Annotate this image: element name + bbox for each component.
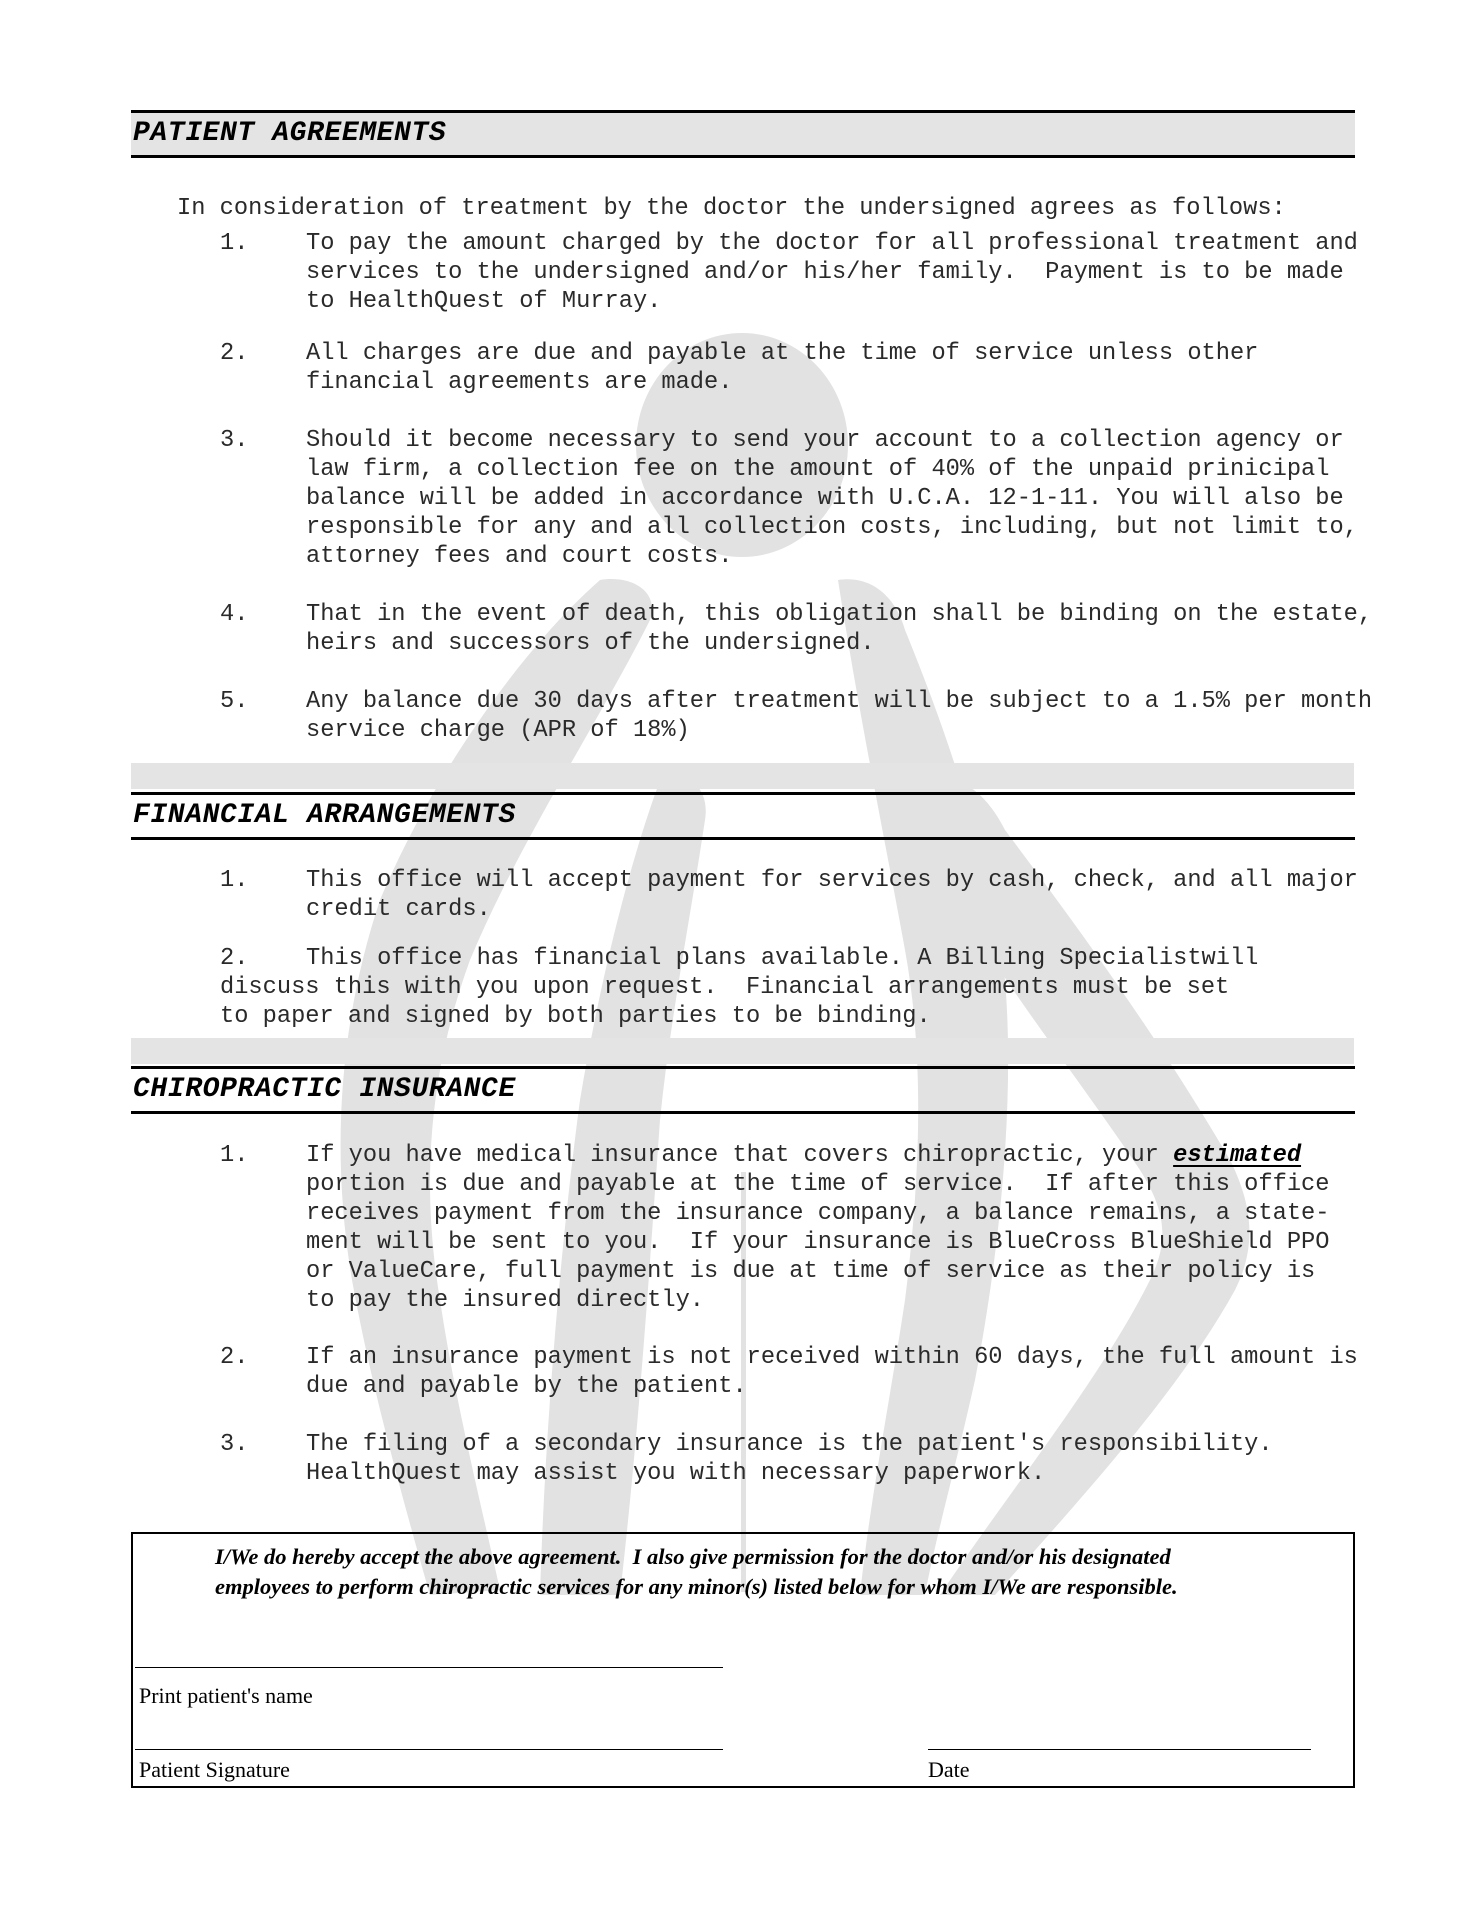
- print-name-field[interactable]: [135, 1667, 723, 1668]
- item-line: ment will be sent to you. If your insurance is BlueCross BlueShield PPO: [306, 1229, 1330, 1256]
- item-line: Any balance due 30 days after treatment will be subject to a 1.5% per month: [306, 688, 1373, 715]
- section-heading-patient-agreements: [131, 110, 1355, 158]
- item-line: responsible for any and all collection costs, including, but not limit to,: [306, 514, 1358, 541]
- item-line: due and payable by the patient.: [306, 1373, 747, 1400]
- item-number: 3.: [220, 427, 249, 454]
- emphasis-estimated: estimated: [1173, 1142, 1302, 1169]
- statement-line: employees to perform chiropractic services for any minor(s) listed below for whom I/We are responsible.: [215, 1574, 1178, 1599]
- item-number: 1.: [220, 230, 249, 257]
- item-line: balance will be added in accordance with U.C.A. 12-1-11. You will also be: [306, 485, 1344, 512]
- date-label: Date: [928, 1757, 970, 1782]
- item-line: To pay the amount charged by the doctor for all professional treatment and: [306, 230, 1358, 257]
- item-line: heirs and successors of the undersigned.: [306, 630, 875, 657]
- intro-text: In consideration of treatment by the doctor the undersigned agrees as follows:: [177, 195, 1286, 222]
- item-text: If you have medical insurance that covers chiropractic, your: [306, 1142, 1174, 1169]
- statement-line: I/We do hereby accept the above agreement. I also give permission for the doctor and/or his designated: [215, 1544, 1171, 1569]
- item-line: Should it become necessary to send your account to a collection agency or: [306, 427, 1344, 454]
- item-line: service charge (APR of 18%): [306, 717, 690, 744]
- date-field[interactable]: [928, 1749, 1311, 1750]
- item-line: to pay the insured directly.: [306, 1287, 705, 1314]
- section-separator-band: [131, 763, 1354, 789]
- signature-box: [131, 1532, 1355, 1788]
- item-number: 2.: [220, 340, 249, 367]
- section-title: PATIENT AGREEMENTS: [133, 118, 447, 149]
- item-line: financial agreements are made.: [306, 369, 733, 396]
- section-title: CHIROPRACTIC INSURANCE: [133, 1074, 516, 1105]
- item-line: or ValueCare, full payment is due at time of service as their policy is: [306, 1258, 1316, 1285]
- item-line: discuss this with you upon request. Financial arrangements must be set: [220, 974, 1230, 1001]
- section-separator-band: [131, 1038, 1354, 1064]
- section-title: FINANCIAL ARRANGEMENTS: [133, 800, 516, 831]
- item-number: 2.: [220, 945, 249, 972]
- item-line: portion is due and payable at the time of service. If after this office: [306, 1171, 1330, 1198]
- item-number: 5.: [220, 688, 249, 715]
- item-line: If an insurance payment is not received within 60 days, the full amount is: [306, 1344, 1358, 1371]
- item-line: credit cards.: [306, 896, 491, 923]
- item-line: That in the event of death, this obligation shall be binding on the estate,: [306, 601, 1373, 628]
- item-line: This office has financial plans available. A Billing Specialistwill: [306, 945, 1259, 972]
- acceptance-statement: [215, 1542, 1178, 1602]
- item-line: to paper and signed by both parties to be binding.: [220, 1003, 931, 1030]
- patient-signature-field[interactable]: [135, 1749, 723, 1750]
- item-line: law firm, a collection fee on the amount of 40% of the unpaid prinicipal: [306, 456, 1330, 483]
- patient-signature-label: Patient Signature: [139, 1757, 290, 1782]
- item-line: attorney fees and court costs.: [306, 543, 733, 570]
- item-line: to HealthQuest of Murray.: [306, 288, 662, 315]
- item-number: 1.: [220, 1142, 249, 1169]
- item-line: This office will accept payment for services by cash, check, and all major: [306, 867, 1358, 894]
- item-number: 3.: [220, 1431, 249, 1458]
- section-heading-chiropractic-insurance: [131, 1066, 1355, 1114]
- section-heading-financial-arrangements: [131, 792, 1355, 840]
- item-number: 1.: [220, 867, 249, 894]
- item-line: The filing of a secondary insurance is the patient's responsibility.: [306, 1431, 1273, 1458]
- item-line: services to the undersigned and/or his/her family. Payment is to be made: [306, 259, 1344, 286]
- item-line: receives payment from the insurance company, a balance remains, a state-: [306, 1200, 1330, 1227]
- item-number: 2.: [220, 1344, 249, 1371]
- item-line: All charges are due and payable at the time of service unless other: [306, 340, 1259, 367]
- item-line: HealthQuest may assist you with necessary paperwork.: [306, 1460, 1046, 1487]
- item-number: 4.: [220, 601, 249, 628]
- print-name-label: Print patient's name: [139, 1683, 313, 1708]
- item-line: [306, 1141, 1301, 1170]
